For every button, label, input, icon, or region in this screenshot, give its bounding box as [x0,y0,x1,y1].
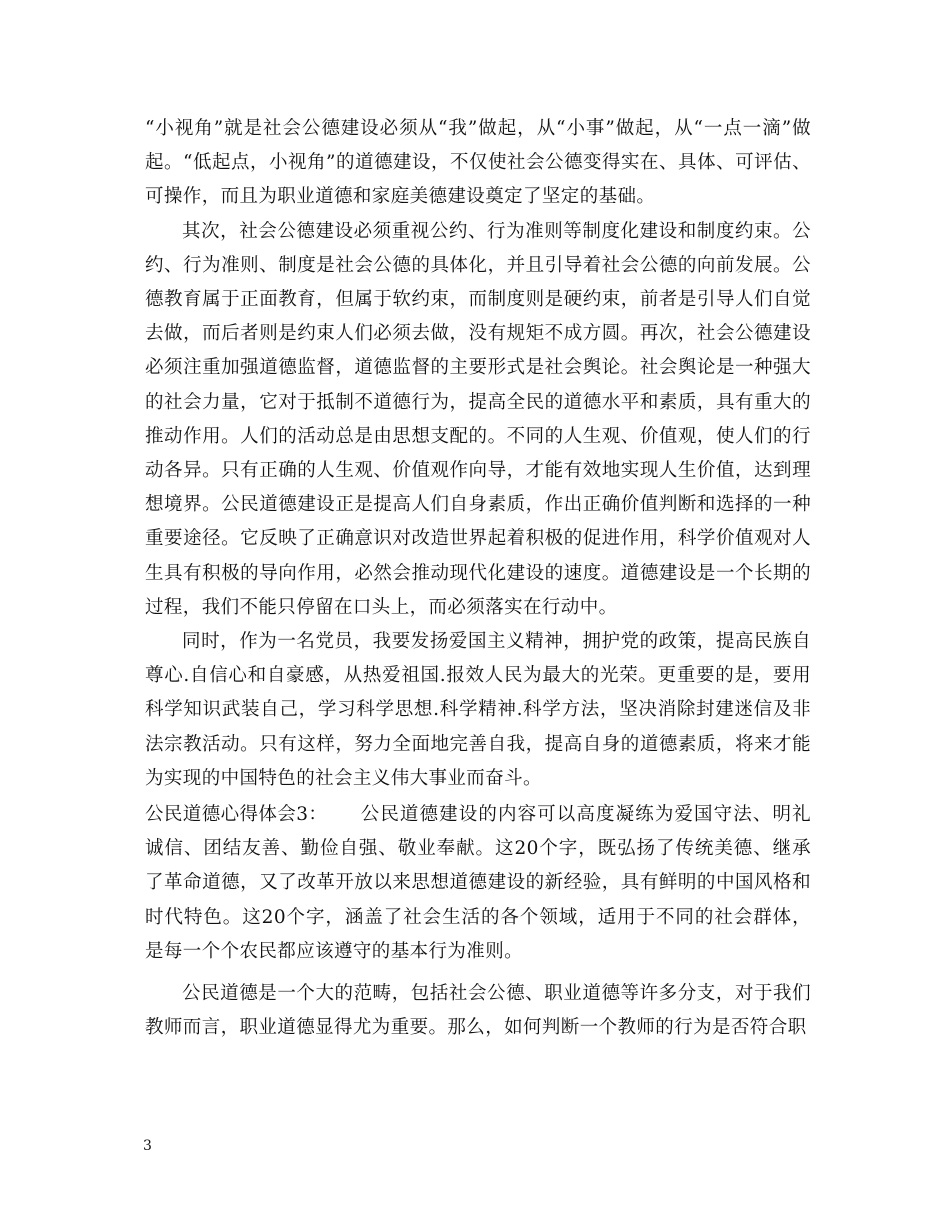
section-paragraph-text: 公民道德建设的内容可以高度凝练为爱国守法、明礼诚信、团结友善、勤俭自强、敬业奉献。这20个字，既弘扬了传统美德、继承了革命道德，又了改革开放以来思想道德建设的新经验，具有鲜明的中国风格和时代特色。这20个字，涵盖了社会生活的各个领域，适用于不同的社会群体，是每一个个农民都应该遵守的基本行为准则。 [145,804,811,962]
paragraph-teacher-ethics: 公民道德是一个大的范畴，包括社会公德、职业道德等许多分支，对于我们教师而言，职业道德显得尤为重要。那么，如何判断一个教师的行为是否符合职 [145,983,811,1039]
paragraph-party-member: 同时，作为一名党员，我要发扬爱国主义精神，拥护党的政策，提高民族自尊心.自信心和自豪感，从热爱祖国.报效人民为最大的光荣。更重要的是，要用科学知识武装自己，学习科学思想.科学精神.科学方法，坚决消除封建迷信及非法宗教活动。只有这样，努力全面地完善自我，提高自身的道德素质，将来才能为实现的中国特色的社会主义伟大事业而奋斗。 [145,631,811,789]
document-body [145,112,811,1045]
section-heading: 公民道德心得体会3： [145,804,328,826]
section-paragraph [145,798,811,969]
paragraph-institutional-constraint: 其次，社会公德建设必须重视公约、行为准则等制度化建设和制度约束。公约、行为准则、制度是社会公德的具体化，并且引导着社会公德的向前发展。公德教育属于正面教育，但属于软约束，而制度则是硬约束，前者是引导人们自觉去做，而后者则是约束人们必须去做，没有规矩不成方圆。再次，社会公德建设必须注重加强道德监督，道德监督的主要形式是社会舆论。社会舆论是一种强大的社会力量，它对于抵制不道德行为，提高全民的道德水平和素质，具有重大的推动作用。人们的活动总是由思想支配的。不同的人生观、价值观，使人们的行动各异。只有正确的人生观、价值观作向导，才能有效地实现人生价值，达到理想境界。公民道德建设正是提高人们自身素质，作出正确价值判断和选择的一种重要途径。它反映了正确意识对改造世界起着积极的促进作用，科学价值观对人生具有积极的导向作用，必然会推动现代化建设的速度。道德建设是一个长期的过程，我们不能只停留在口头上，而必须落实在行动中。 [145,220,811,618]
page-number: 3 [143,1138,152,1154]
paragraph-small-perspective: “小视角”就是社会公德建设必须从“我”做起，从“小事”做起，从“一点一滴”做起。“低起点，小视角”的道德建设，不仅使社会公德变得实在、具体、可评估、可操作，而且为职业道德和家庭美德建设奠定了坚定的基础。 [145,118,811,208]
